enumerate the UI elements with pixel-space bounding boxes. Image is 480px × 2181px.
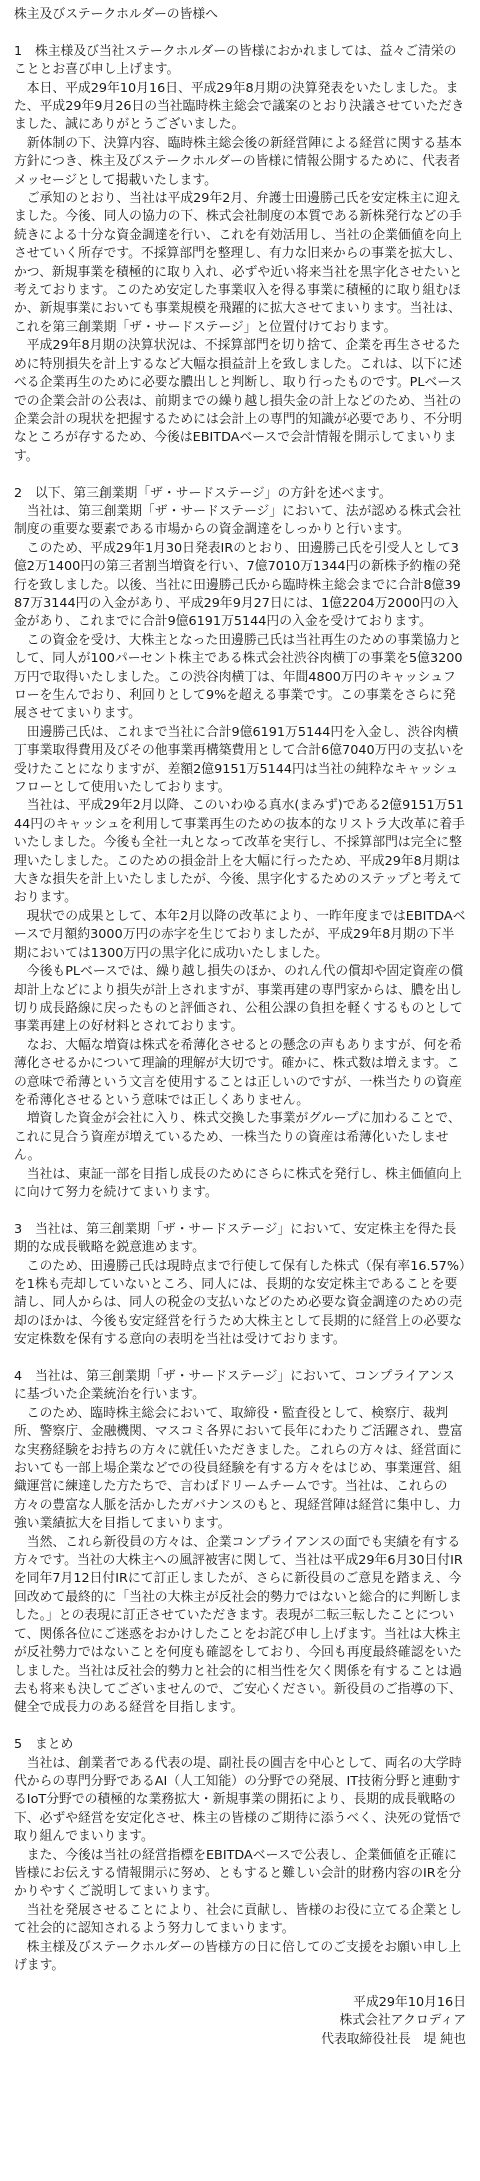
section-lead <box>14 1221 466 1258</box>
paragraph: また、今後は当社の経営指標をEBITDAベースで公表し、企業価値を正確に皆様にお伝えする情報開示に努め、ともすると難しい会計的財務内容のIRを分かりやすくご説明してまいります。 <box>14 1847 462 1900</box>
page-title: 株主及びステークホルダーの皆様へ <box>14 7 218 22</box>
section-lead <box>14 43 466 80</box>
section-number: 2 <box>14 485 23 501</box>
section-5 <box>14 1736 466 1975</box>
paragraph: このため、臨時株主総会において、取締役・監査役として、検察庁、裁判所、警察庁、金融機関、マスコミ各界において長年にわたりご活躍され、豊富な実務経験をお持ちの方々に就任いただきました。これらの方々は、経営面においても一部上場企業などでの役員経験を有する方々をはじめ、事業運営、組織運営に練達した方たちで、言わばドリームチームです。当社は、これらの方々の豊富な人脈を活かしたガバナンスのもと、現経営陣は経営に集中し、力強い業績拡大を目指してまいります。 <box>14 1405 463 1532</box>
section-lead-text: 株主様及び当社ステークホルダーの皆様におかれましては、益々ご清栄のこととお喜び申し上げます。 <box>14 43 457 78</box>
paragraph: 当社は、創業者である代表の堤、副社長の圓吉を中心として、両名の大学時代からの専門分野であるAI（人工知能）の分野での発展、IT技術分野と連動するIoT分野での積極的な業務拡大・新規事業の開拓により、長期的成長戦略の下、必ずや経営を安定化させ、株主の皆様のご期待に添うべく、決死の覚悟で取り組んでまいります。 <box>14 1755 462 1845</box>
section-1 <box>14 43 466 466</box>
paragraph: 当社は、東証一部を目指し成長のためにさらに株式を発行し、株主価値向上に向けて努力を続けてまいります。 <box>14 1166 462 1200</box>
paragraph: 当社を発展させることにより、社会に貢献し、皆様のお役に立てる企業として社会的に認知されるよう努力してまいります。 <box>14 1902 462 1937</box>
paragraph: ご承知のとおり、当社は平成29年2月、弁護士田邊勝己氏を安定株主に迎えました。今後、同人の協力の下、株式会社制度の本質である新株発行などの手続きによる十分な資金調達を行い、これを有効活用し、当社の企業価値を向上させていく所存です。不採算部門を整理し、有力な旧来からの事業を拡大し、かつ、新規事業を積極的に取り入れ、必ずや近い将来当社を黒字化させたいと考えております。このため安定した事業収入を得る事業に積極的に取り組むほか、新規事業においても事業規模を飛躍的に拡大させてまいります。当社は、これを第三創業期「ザ・サードステージ」と位置付けております。 <box>14 191 463 335</box>
section-lead-text: まとめ <box>34 1737 74 1753</box>
paragraph: 新体制の下、決算内容、臨時株主総会後の新経営陣による経営に関する基本方針につき、株主及びステークホルダーの皆様に情報公開するために、代表者メッセージとして掲載いたします。 <box>14 135 462 188</box>
section-3 <box>14 1221 466 1350</box>
paragraph: なお、大幅な増資は株式を希薄化させるとの懸念の声もありますが、何を希薄化させるかについて理論的理解が大切です。確かに、株式数は増えます。この意味で希薄という文言を使用することは正しいのですが、一株当たりの資産を希薄化させるという意味では正しくありません。 <box>14 1037 462 1108</box>
paragraph: 平成29年8月期の決算状況は、不採算部門を切り捨て、企業を再生させるために特別損失を計上するなど大幅な損益計上を致しました。これは、以下に述べる企業再生のために必要な膿出しと判断し、取り行ったものです。PLベースでの企業会計の公表は、前期までの繰り越し損失金の計上などのため、当社の企業会計の現状を把握するためには会計上の専門的知識が必要であり、不分明なところが存するため、今後はEBITDAベースで会計情報を開示してまいります。 <box>14 338 463 464</box>
section-2 <box>14 485 466 1203</box>
paragraph: このため、平成29年1月30日発表IRのとおり、田邊勝己氏を引受人として3億2万1400円の第三者割当増資を行い、7億7010万1344円の新株予約権の発行を致しました。以後、当社に田邊勝己氏から臨時株主総会までに合計8億3987万3144円の入金があり、平成29年9月27日には、1億2204万2000円の入金があり、これまでに合計9億6191万5144円の入金を受けております。 <box>14 540 461 630</box>
paragraph: 株主様及びステークホルダーの皆様方の日に倍してのご支援をお願い申し上げます。 <box>14 1939 462 1973</box>
paragraph: 増資した資金が会社に入り、株式交換した事業がグループに加わることで、これに見合う資産が増えているため、一株当たりの資産は希薄化いたしません。 <box>14 1111 461 1164</box>
section-number: 5 <box>14 1737 23 1753</box>
signature-representative: 代表取締役社長 堤 純也 <box>321 2031 466 2047</box>
paragraph: 現状での成果として、本年2月以降の改革により、一昨年度まではEBITDAベースで月額約3000万円の赤字を生じておりましたが、平成29年8月期の下半期においては1300万円の黒字化に成功いたしました。 <box>14 908 466 961</box>
section-4 <box>14 1368 466 1718</box>
section-lead-text: 当社は、第三創業期「ザ・サードステージ」において、安定株主を得た長期的な成長戦略を鋭意進めます。 <box>14 1221 457 1256</box>
section-lead-text: 以下、第三創業期「ザ・サードステージ」の方針を述べます。 <box>34 485 392 501</box>
signature-date: 平成29年10月16日 <box>353 1994 466 2010</box>
signature-block <box>14 1994 466 2049</box>
paragraph: 今後もPLベースでは、繰り越し損失のほか、のれん代の償却や固定資産の償却計上などにより損失が計上されますが、事業再建の専門家からは、膿を出し切り成長路線に戻ったものと評価され、公租公課の負担を軽くするものとして事業再建上の好材料とされております。 <box>14 964 464 1035</box>
paragraph: 当社は、第三創業期「ザ・サードステージ」において、法が認める株式会社制度の重要な要素である市場からの資金調達をしっかりと行います。 <box>14 503 461 538</box>
section-number: 4 <box>14 1369 23 1384</box>
signature-company: 株式会社アクロディア <box>339 2013 466 2029</box>
paragraph: 当然、これら新役員の方々は、企業コンプライアンスの面でも実績を有する方々です。当社の大株主への風評被害に関して、当社は平成29年6月30日付IRを同年7月12日付IRにて訂正しましたが、さらに新役員のご意見を踏まえ、今回改めて最終的に「当社の大株主が反社会的勢力ではないと総合的に判断しました。」との表現に訂正させていただきます。表現が二転三転したことについて、関係各位にご迷惑をおかけしたことをお詫び申し上げます。当社は大株主が反社勢力ではないことを何度も確認をしており、今回も再度最終確認をいたしました。当社は反社会的勢力と社会的に相当性を欠く関係を有することは過去も将来も決してございませんので、ご安心ください。新役員のご指導の下、健全で成長力のある経営を目指します。 <box>14 1534 463 1716</box>
section-lead <box>14 1736 466 1754</box>
section-number: 1 <box>14 43 23 59</box>
paragraph: 本日、平成29年10月16日、平成29年8月期の決算発表をいたしました。また、平成29年9月26日の当社臨時株主総会で議案のとおり決議させていただきました、誠にありがとうございました。 <box>14 80 465 133</box>
paragraph: このため、田邊勝己氏は現時点まで行使して保有した株式（保有率16.57%）を1株も売却していないところ、同人には、長期的な安定株主であることを要請し、同人からは、同人の税金の支払いなどのため必要な資金調達のための売却のほかは、今後も安定経営を行うため大株主として長期的に経営上の必要な安定株数を保有する意向の表明を当社は受けております。 <box>14 1258 466 1348</box>
section-lead-text: 当社は、第三創業期「ザ・サードステージ」において、コンプライアンスに基づいた企業統治を行います。 <box>14 1369 455 1403</box>
paragraph: 田邊勝己氏は、これまで当社に合計9億6191万5144円を入金し、渋谷肉横丁事業取得費用及びその他事業再構築費用として合計6億7040万円の支払いを受けたことになりますが、差額2億9151万5144円は当社の純粋なキャッシュフローとして使用いたしております。 <box>14 724 465 796</box>
paragraph: 当社は、平成29年2月以降、このいわゆる真水(まみず)である2億9151万5144円のキャッシュを利用して事業再生のための抜本的なリストラ大改革に着手いたしました。今後も全社一丸となって改革を実行し、不採算部門は完全に整理いたしました。このための損金計上を大幅に行ったため、平成29年8月期は大きな損失を計上いたしましたが、今後、黒字化するためのステップと考えております。 <box>14 798 465 906</box>
paragraph: この資金を受け、大株主となった田邊勝己氏は当社再生のための事業協力として、同人が100パーセント株主である株式会社渋谷肉横丁の事業を5億3200万円で取得いたしました。この渋谷肉横丁は、年間4800万円のキャッシュフローを生んでおり、利回りとして9%を超える事業です。この事業をさらに発展させてまいります。 <box>14 632 463 722</box>
section-lead <box>14 485 466 503</box>
section-number: 3 <box>14 1221 23 1237</box>
section-lead <box>14 1368 466 1405</box>
